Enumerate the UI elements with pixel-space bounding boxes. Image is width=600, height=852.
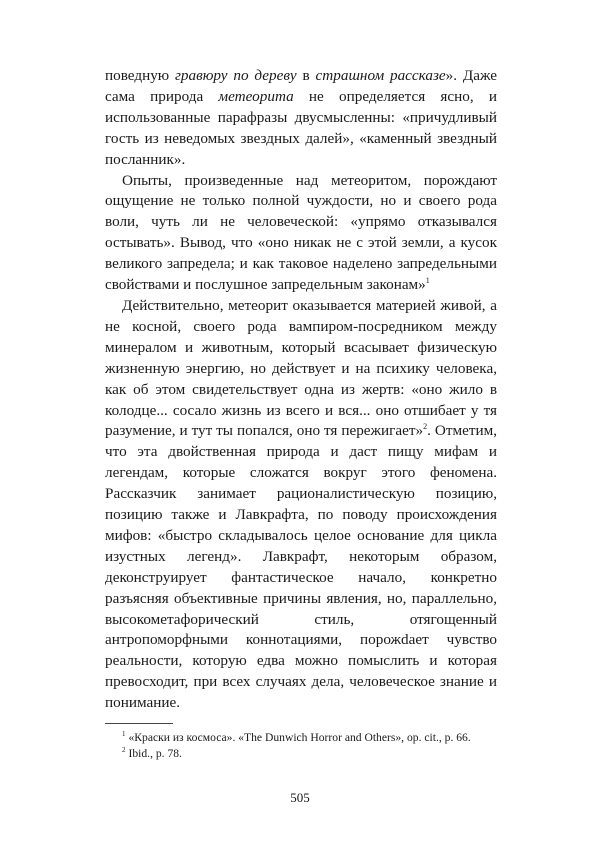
- paragraph: [105, 296, 497, 714]
- page-number: 505: [290, 790, 310, 805]
- footnote-text: «Краски из космоса». «The Dunwich Horror and Others», op. cit., p. 66.: [128, 731, 471, 745]
- text-run: . Отметим, что эта двойственная природа и даст пищу мифам и легендам, которые сложатся вокруг этого феномена. Рассказчик занимает рационалистическую позицию, позицию также и Лавкрафта, по поводу происхождения мифов: «быстро складывалось целое основание для цикла изустных легенд». Лавкрафт, некоторым образом, деконструирует фантастическое начало, конкретно разъясняя объективные причины явления, но, параллельно, высокометафорический стиль, отягощенный антропоморфными коннотациями, порожdает чувство реальности, которую едва можно помыслить и которая превосходит, при всех случаях дела, человеческое знание и понимание.: [105, 422, 497, 712]
- footnote-divider: [105, 723, 173, 724]
- footnote-mark: 1: [122, 730, 126, 739]
- page-body: [105, 66, 497, 762]
- text-run: Опыты, произведенные над метеоритом, порождают ощущение не только полной чуждости, но и своего рода воли, чуть ли не человеческой: «упрямо отказывался остывать». Вывод, что «оно никак не с этой земли, а кусок великого запредела; и как таковое наделено запредельными свойствами и послушное запредельным законам»: [105, 171, 497, 294]
- footnote: [105, 730, 497, 746]
- text-run: в: [296, 67, 316, 84]
- text-run: поведную: [105, 67, 175, 84]
- text-run: Действительно, метеорит оказывается материей живой, а не косной, своего рода вампиром-посредником между минералом и животным, который всасывает физическую жизненную энергию, но действует и на психику человека, как об этом свидетельствует одна из жертв: «оно жило в колодце... сосало жизнь из всего и вся... оно отшибает у тя разумение, и тут ты попался, оно тя пережигает»: [105, 296, 497, 440]
- italic-term: метеорита: [218, 87, 294, 105]
- paragraph: [105, 66, 497, 171]
- footnote-ref: 2: [423, 422, 428, 432]
- footnote-mark: 2: [122, 746, 126, 755]
- footnotes: [105, 730, 497, 762]
- text-run: ». Даже сама природа: [105, 67, 498, 105]
- footnote-text: Ibid., p. 78.: [128, 747, 182, 761]
- main-text: [105, 66, 497, 714]
- text-run: не определяется ясно, и использованные парафразы двусмысленны: «причудливый гость из неведомых звездных далей», «каменный звездный посланник».: [105, 87, 497, 168]
- italic-term: страшном рассказе: [315, 67, 446, 84]
- footnote: [105, 746, 497, 762]
- paragraph: [105, 171, 497, 296]
- italic-term: гравюру по дереву: [174, 67, 297, 84]
- footnote-ref: 1: [425, 276, 430, 285]
